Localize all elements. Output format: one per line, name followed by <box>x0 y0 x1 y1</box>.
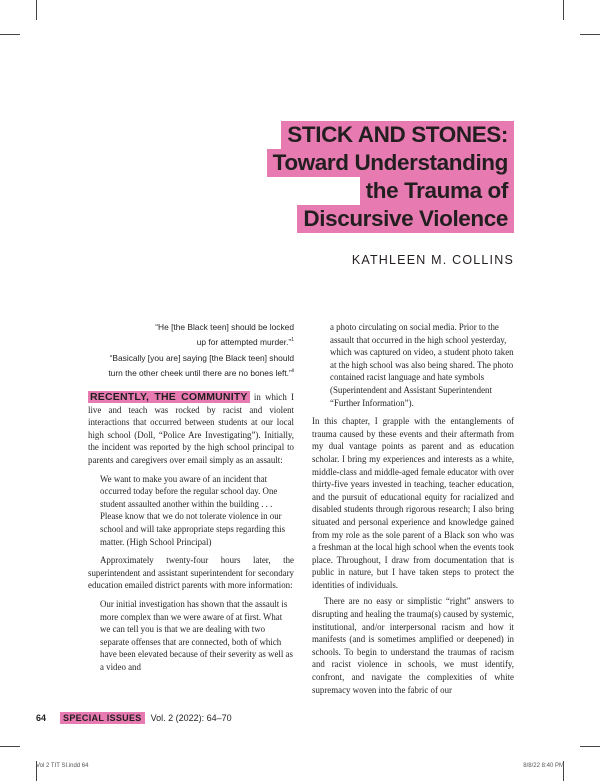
crop-mark <box>0 34 20 35</box>
epigraph-2 <box>88 352 294 380</box>
volume-info: Vol. 2 (2022): 64–70 <box>150 713 232 723</box>
epigraph-text: up for attempted murder.” <box>196 337 292 347</box>
chapter-title <box>254 121 514 233</box>
print-slug-right: 8/8/22 8:40 PM <box>523 763 564 769</box>
print-slug-left: Vol 2 TIT SI.indd 64 <box>36 763 89 769</box>
endnote-marker[interactable]: 1 <box>291 337 294 344</box>
author-name: KATHLEEN M. COLLINS <box>351 253 514 267</box>
left-column <box>88 391 294 673</box>
title-line: Toward Understanding <box>267 149 514 177</box>
lead-in: RECENTLY, THE COMMUNITY <box>90 391 248 403</box>
epigraph-text: turn the other cheek until there are no bones left.” <box>108 368 292 378</box>
journal-name: SPECIAL ISSUES <box>60 712 145 724</box>
paragraph <box>88 391 294 467</box>
block-quote: Our initial investigation has shown that the assault is more complex than we were aware of at first. What we can tell you is that we are dealing with two separate offenses that are connected, both of which have been elevated because of their severity as well as a video and <box>100 598 293 672</box>
endnote-marker[interactable]: ii <box>291 368 294 375</box>
crop-mark <box>563 0 564 20</box>
paragraph: There are no easy or simplistic “right” answers to disrupting and healing the trauma(s) caused by systemic, institutional, and/or interpersonal racism and how it manifests (and is sometimes amplified or deepened) in schools. To begin to understand the traumas of racism and racist violence in schools, we must identify, confront, and navigate the complexities of white supremacy woven into the fabric of our <box>312 596 514 695</box>
page-number: 64 <box>36 713 47 723</box>
title-line: Discursive Violence <box>297 205 514 233</box>
crop-mark <box>580 746 600 747</box>
page-footer <box>36 713 232 723</box>
block-quote: a photo circulating on social media. Prior to the assault that occurred in the high school yesterday, which was captured on video, a student photo taken at the high school was also being shared. The photo contained racist language and hate symbols (Superintendent and Assistant Superintendent “Further Information”). <box>330 322 514 408</box>
title-line: the Trauma of <box>360 177 514 205</box>
paragraph: In this chapter, I grapple with the entanglements of trauma caused by these events and their aftermath from my dual vantage points as parent and as education scholar. I bring my experiences and interests as a white, middle-class and middle-aged female educator with over thirty-five years invested in teaching, teacher education, and the pursuit of educational equity for racialized and disabled students through rigorous research; I also bring situated and personal experience and knowledge gained from my role as the sole parent of a Black son who was a freshman at the local high school when the events took place. Throughout, I draw from documentation that is public in nature, but I have taken steps to protect the identities of individuals. <box>312 416 514 590</box>
paragraph: Approximately twenty-four hours later, the superintendent and assistant superintendent for secondary education emailed district parents with more information: <box>88 555 294 591</box>
block-quote: We want to make you aware of an incident that occurred today before the regular school day. One student assaulted another within the building . . . Please know that we do not tolerate violence in our school and will take appropriate steps regarding this matter. (High School Principal) <box>100 473 286 547</box>
crop-mark <box>580 34 600 35</box>
paragraph-text: in which I live and teach was rocked by racist and violent interactions that occurred between students at our local high school (Doll, “Police Are Investigating”). Initially, the incident was reported by the high school principal to parents and caregivers over email simply as an assault: <box>88 392 294 465</box>
crop-mark <box>36 0 37 20</box>
title-line: STICK AND STONES: <box>281 121 514 149</box>
epigraph-text: “He [the Black teen] should be locked <box>155 322 294 332</box>
right-column <box>312 321 514 696</box>
epigraph-text: “Basically [you are] saying [the Black teen] should <box>109 353 294 363</box>
crop-mark <box>0 746 20 747</box>
epigraph-1 <box>88 321 294 349</box>
